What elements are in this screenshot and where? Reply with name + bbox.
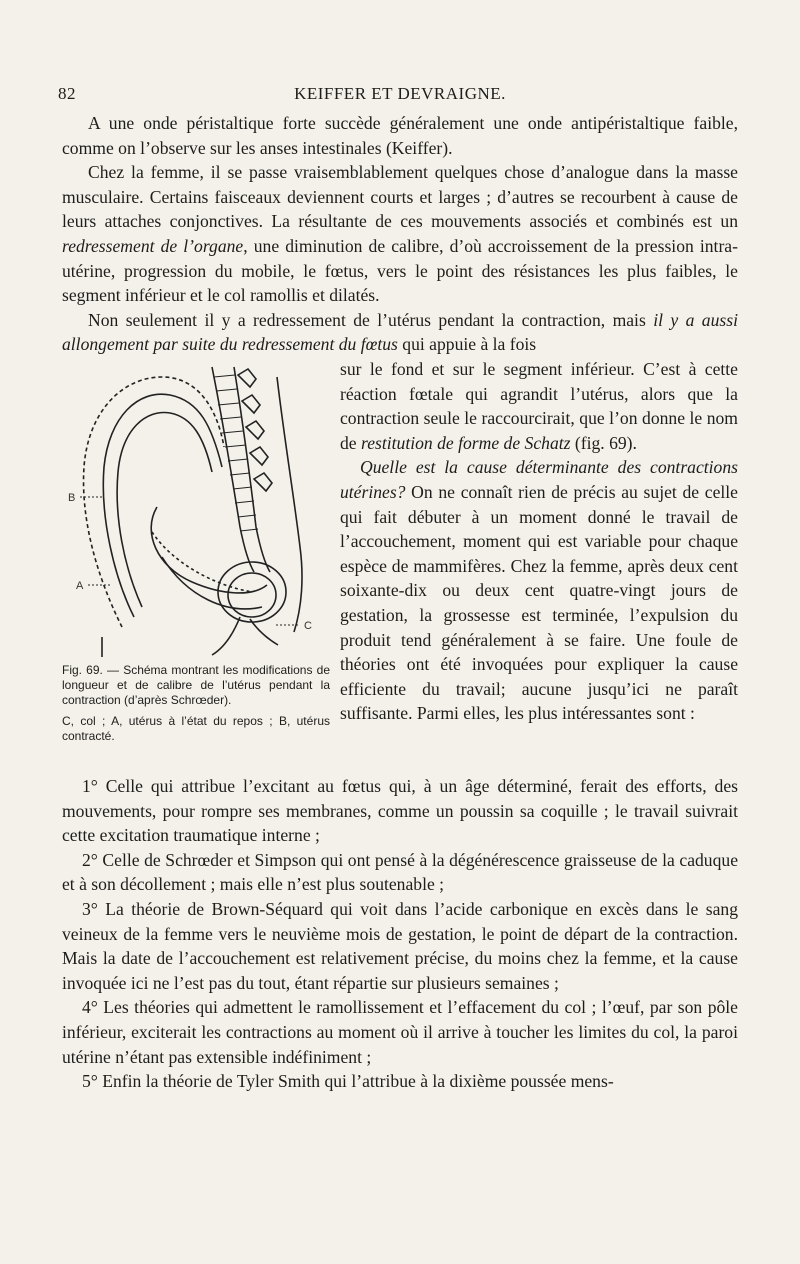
- spine-back: [234, 367, 270, 572]
- cervix: [250, 619, 278, 645]
- vertebra: [246, 421, 264, 439]
- list-item: 1° Celle qui attribue l’excitant au fœtus qui, à un âge déterminé, ferait des efforts, des mouvements, pour rompre ses membranes, comme un poussin sa coquille ; le travail suivrait cette excitation traumatique interne ;: [62, 776, 738, 846]
- list-item: 4° Les théories qui admettent le ramollissement et l’effacement du col ; l’œuf, par son pôle inférieur, exciterait les contractions au moment où il arrive à toucher les limites du col, la paroi utérine n’étant pas extensible indéfiniment ;: [62, 997, 738, 1067]
- vertebra: [238, 369, 256, 387]
- paragraph: [62, 160, 738, 308]
- caption-title: Fig. 69. — Schéma montrant les modifications de longueur et de calibre de l’utérus pendant la contraction (d’après Schrœder).: [62, 663, 330, 707]
- side-text-block: [340, 357, 738, 726]
- page-number: 82: [58, 84, 76, 103]
- bottom-text-block: [62, 774, 738, 1094]
- list-item: 3° La théorie de Brown-Séquard qui voit dans l’acide carbonique en excès dans le sang veineux de la femme vers le neuvième mois de gestation, le point de départ de la contraction. Mais la date de l’accouchement est relativement précise, du moins chez la femme, et la cause invoquée ici ne l’est pas du tout, étant répartie sur plusieurs semaines ;: [62, 898, 738, 993]
- text-run: On ne connaît rien de précis au sujet de celle qui fait débuter à un moment donné le travail de l’accouchement, moment qui est variable pour chaque espèce de mammifères. Chez la femme, après deux cent soixante-dix ou deux cent quatre-vingt jours de gestation, la grossesse est terminée, l’expulsion du produit tend généralement à se faire. Une foule de théories ont été invoquées pour expliquer la cause efficiente du travail; aucune jusqu’ici ne paraît suffisante. Parmi elles, les plus intéressantes sont :: [340, 481, 738, 724]
- uterus-inner-wall: [117, 412, 212, 607]
- figure-69: [62, 357, 334, 743]
- text-run: sur le fond et sur le segment inférieur. C’est à cette réaction fœtale qui agrandit l’utérus, alors que la contraction seule le raccourcirait, que l’on donne le nom de: [340, 359, 738, 453]
- uterus-contracted-outline: [103, 394, 222, 617]
- uterus-diagram: [62, 357, 334, 657]
- text-run: , une diminution de calibre, d’où accroissement de la pression intra-utérine, progression du mobile, le fœtus, vers le point des résistances les plus faibles, le segment inférieur et le col ramollis et dilatés.: [62, 235, 738, 306]
- list-item: 2° Celle de Schrœder et Simpson qui ont pensé à la dégénérescence graisseuse de la caduque et à son décollement ; mais elle n’est plus soutenable ;: [62, 849, 738, 895]
- fetal-body-outer: [162, 557, 262, 609]
- paragraph: [340, 357, 738, 455]
- emphasis: il y a aussi allongement par suite du redressement du fœtus: [62, 309, 738, 355]
- text-run: qui appuie à la fois: [397, 334, 537, 355]
- emphasis: Quelle est la cause déterminante des contractions utérines?: [340, 457, 738, 502]
- text-run: A une onde péristaltique forte succède généralement une onde antipéristaltique faible, comme on l’observe sur les anses intestinales (Keiffer).: [62, 113, 738, 158]
- vertebra: [242, 395, 260, 413]
- emphasis: redressement de l’organe: [62, 235, 244, 256]
- text-run: Chez la femme, il se passe vraisemblablement quelques chose d’analogue dans la masse musculaire. Certains faisceaux deviennent courts et larges ; d’autres se recourbent à cause de leurs attaches conjonctives. La résultante de ces mouvements associés et combinés est un: [62, 162, 738, 232]
- vertebra: [250, 447, 268, 465]
- body-contour-bottom: [212, 617, 240, 655]
- figure-label-a: A: [76, 580, 84, 592]
- figure-label-b: B: [68, 492, 76, 504]
- figure-label-c: C: [304, 620, 312, 632]
- text-run: (fig. 69).: [570, 432, 637, 453]
- page-header: [50, 84, 750, 108]
- paragraph: [340, 455, 738, 726]
- text-run: Non seulement il y a redressement de l’utérus pendant la contraction, mais: [88, 309, 654, 330]
- body-contour-back: [277, 377, 302, 632]
- fetal-head-inner: [228, 573, 276, 617]
- paragraph: [62, 111, 738, 160]
- figure-caption: [62, 663, 330, 750]
- emphasis: restitution de forme de Schatz: [361, 432, 571, 453]
- running-title: KEIFFER ET DEVRAIGNE.: [294, 84, 506, 103]
- fetal-body-curve: [151, 507, 267, 593]
- vertebra: [254, 473, 272, 491]
- fetal-body-inner: [152, 532, 252, 592]
- caption-legend: C, col ; A, utérus à l’état du repos ; B, utérus contracté.: [62, 714, 330, 743]
- list-item: 5° Enfin la théorie de Tyler Smith qui l’attribue à la dixième poussée mens-: [82, 1071, 614, 1092]
- paragraph: [62, 308, 738, 357]
- top-text-block: [62, 111, 738, 357]
